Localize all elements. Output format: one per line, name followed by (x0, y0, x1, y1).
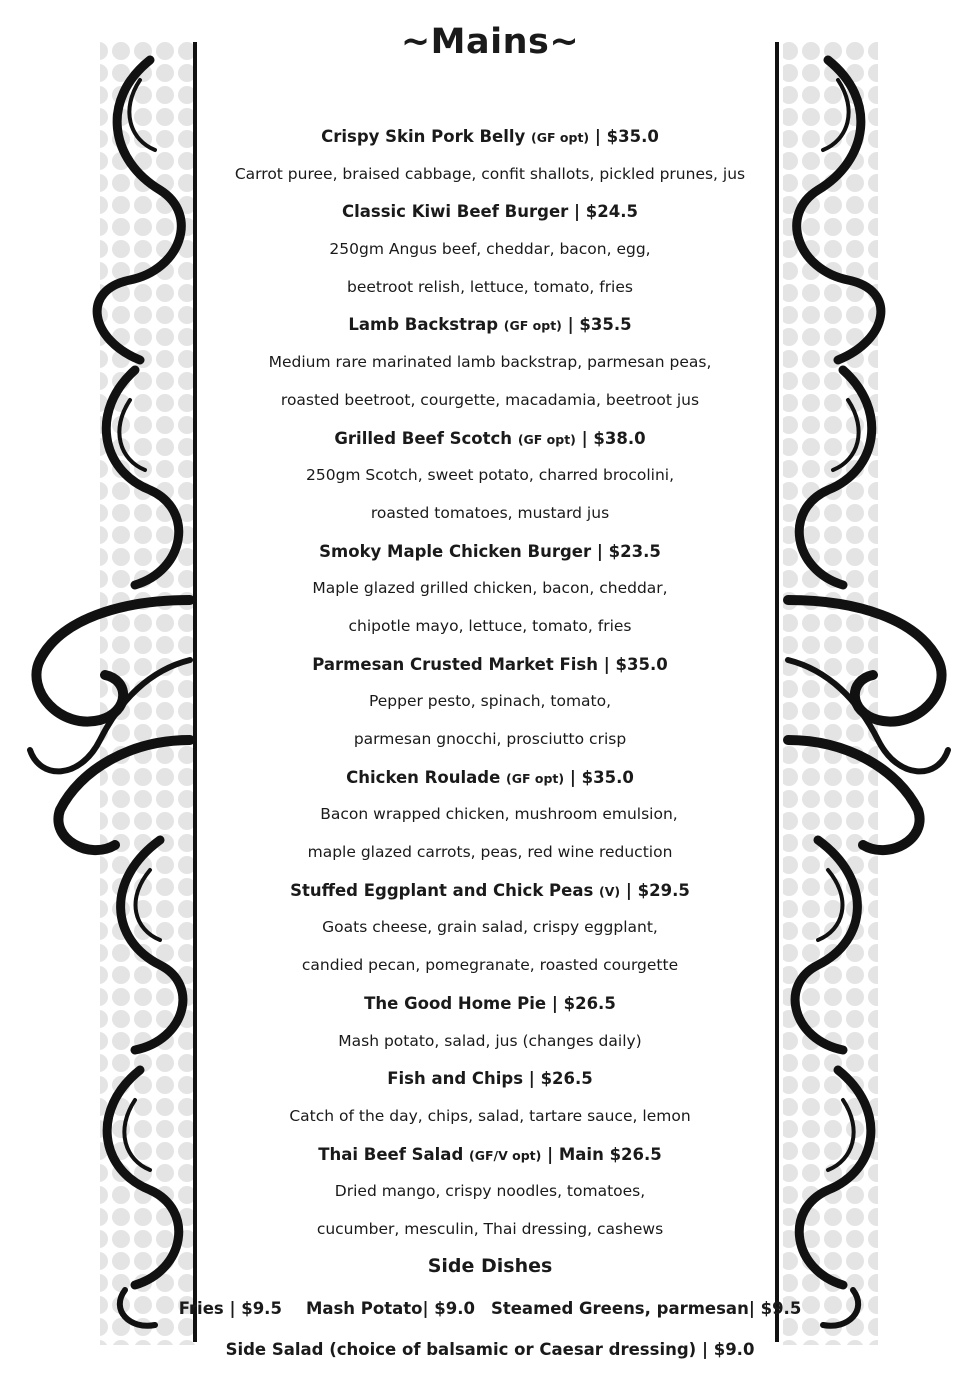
dish-title (200, 193, 780, 231)
dish-description: Carrot puree, braised cabbage, confit shallots, pickled prunes, jus (234, 164, 746, 183)
dish-title (200, 420, 780, 458)
dish-price: | $29.5 (625, 880, 690, 900)
dish-description: Bacon wrapped chicken, mushroom emulsion, (320, 805, 678, 824)
left-scroll-ornament (0, 40, 200, 1345)
dish-description: roasted tomatoes, mustard jus (370, 503, 610, 522)
dish-title (200, 1136, 780, 1174)
dish-description: Medium rare marinated lamb backstrap, parmesan peas, (268, 353, 712, 372)
dish-description: Pepper pesto, spinach, tomato, (368, 692, 612, 711)
dish-title (200, 872, 780, 910)
dish-description: roasted beetroot, courgette, macadamia, beetroot jus (280, 390, 700, 409)
mains-menu-list (200, 118, 780, 1249)
dish-price: | Main $26.5 (547, 1144, 662, 1164)
dish-price: | $26.5 (551, 993, 616, 1013)
dish-price: | $24.5 (574, 202, 638, 222)
dish-name: Classic Kiwi Beef Burger (341, 202, 569, 222)
dish-name: Fish and Chips (387, 1069, 524, 1089)
dish-title (200, 985, 780, 1023)
dish-price: | $38.0 (581, 428, 646, 448)
dish-name: Crispy Skin Pork Belly (321, 127, 526, 146)
dish-description: Maple glazed grilled chicken, bacon, cheddar, (312, 579, 668, 598)
dish-description: Mash potato, salad, jus (changes daily) (338, 1031, 642, 1050)
dish-description: Dried mango, crispy noodles, tomatoes, (334, 1182, 646, 1201)
dish-description: beetroot relish, lettuce, tomato, fries (347, 277, 633, 296)
side-dishes-row (0, 1299, 980, 1318)
side-item-steamed-greens: Steamed Greens, parmesan| $9.5 (490, 1299, 802, 1318)
dish-price: | $35.0 (569, 767, 634, 787)
dish-price: | $35.0 (603, 654, 668, 674)
left-ornamental-border (0, 40, 200, 1345)
dish-title (200, 306, 780, 344)
dish-title (200, 646, 780, 684)
page-title: ~Mains~ (400, 22, 580, 62)
dish-option: (GF opt) (531, 130, 590, 145)
dish-description: chipotle mayo, lettuce, tomato, fries (348, 616, 632, 635)
dish-name: Lamb Backstrap (348, 315, 499, 335)
dish-name: Smoky Maple Chicken Burger (319, 541, 592, 561)
dish-name: Grilled Beef Scotch (334, 428, 513, 448)
dish-description: maple glazed carrots, peas, red wine reduction (307, 843, 673, 862)
dish-option: (GF opt) (503, 318, 562, 334)
dish-price: | $23.5 (596, 541, 661, 561)
dish-description: 250gm Angus beef, cheddar, bacon, egg, (329, 240, 651, 259)
dish-description: Catch of the day, chips, salad, tartare sauce, lemon (289, 1106, 691, 1125)
dish-option: (GF/V opt) (469, 1147, 542, 1163)
dish-price: | $35.5 (567, 315, 632, 335)
side-item-fries: Fries | $9.5 (178, 1299, 282, 1318)
dish-title (200, 1060, 780, 1098)
dish-title (200, 533, 780, 571)
dish-description: candied pecan, pomegranate, roasted courgette (301, 956, 679, 975)
right-ornamental-border (778, 40, 978, 1345)
dish-title (200, 759, 780, 797)
dish-name: Parmesan Crusted Market Fish (312, 654, 599, 674)
dish-name: Chicken Roulade (346, 767, 501, 787)
dish-name: The Good Home Pie (364, 993, 547, 1013)
dish-price: | $26.5 (528, 1069, 593, 1089)
right-scroll-ornament (778, 40, 978, 1345)
dish-option: (V) (599, 883, 621, 899)
side-dishes-heading: Side Dishes (427, 1255, 553, 1277)
dish-name: Stuffed Eggplant and Chick Peas (290, 880, 594, 900)
dish-price: | $35.0 (594, 127, 659, 146)
dish-description: Goats cheese, grain salad, crispy eggplant, (322, 918, 658, 937)
dish-name: Thai Beef Salad (318, 1144, 464, 1164)
dish-description: parmesan gnocchi, prosciutto crisp (353, 730, 627, 748)
dish-option: (GF opt) (517, 431, 576, 447)
dish-title (200, 118, 780, 156)
side-salad-row: Side Salad (choice of balsamic or Caesar dressing) | $9.0 (225, 1340, 755, 1359)
dish-option: (GF opt) (506, 770, 565, 786)
side-item-mash-potato: Mash Potato| $9.0 (305, 1299, 475, 1318)
dish-description: 250gm Scotch, sweet potato, charred brocolini, (305, 466, 675, 485)
left-divider-line (193, 42, 197, 1342)
dish-description: cucumber, mesculin, Thai dressing, cashews (316, 1219, 664, 1238)
